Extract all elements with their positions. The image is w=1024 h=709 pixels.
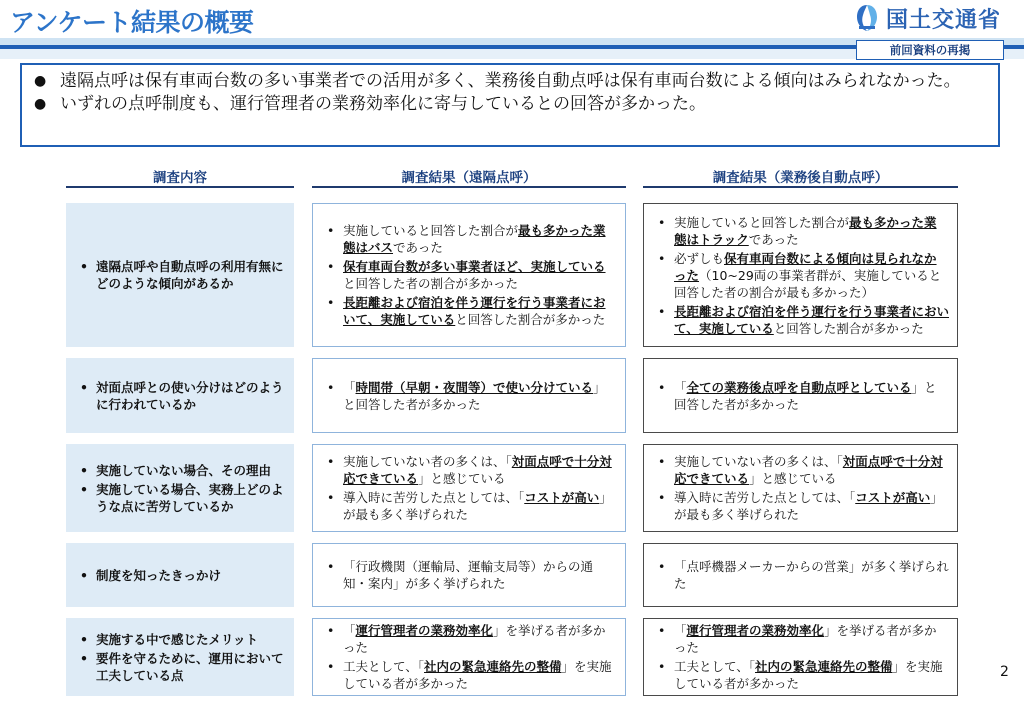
remote-result-cell <box>312 203 626 347</box>
list-item-text: 対面点呼との使い分けはどのように行われているか <box>96 379 284 412</box>
bullet-icon: • <box>658 379 666 395</box>
bullet-list <box>74 460 288 517</box>
text-segment: 」と感じている <box>418 471 506 486</box>
survey-item-cell <box>66 203 294 347</box>
list-item <box>321 622 617 656</box>
text-segment: 実施していない者の多くは、「 <box>674 454 843 469</box>
text-segment: 「行政機関（運輸局、運輸支局等）からの通知・案内」が多く挙げられた <box>343 559 594 591</box>
text-segment: 」と回答した者が多かった <box>674 379 937 412</box>
bullet-icon: • <box>327 259 335 274</box>
list-item-text: 要件を守るために、運用において工夫している点 <box>96 650 284 683</box>
bullet-list <box>652 620 949 694</box>
text-segment: 」が最も多く挙げられた <box>674 490 943 522</box>
list-item <box>321 658 617 692</box>
list-item <box>321 258 617 292</box>
list-item <box>74 631 288 648</box>
list-item-text <box>343 222 617 256</box>
bullet-list <box>74 377 288 415</box>
text-segment: 「 <box>343 379 356 395</box>
bullet-icon: • <box>327 295 335 310</box>
bullet-icon: • <box>658 303 666 319</box>
text-segment: 「 <box>343 623 356 638</box>
list-item <box>74 481 288 515</box>
list-item-text <box>343 658 617 692</box>
column-header-auto-rollcall: 調査結果（業務後自動点呼） <box>643 166 958 188</box>
summary-box <box>20 63 1000 147</box>
remote-result-cell <box>312 618 626 696</box>
bullet-icon: • <box>658 490 666 505</box>
list-item <box>321 489 617 523</box>
survey-item-cell <box>66 618 294 696</box>
emphasis-text: 保有車両台数が多い事業者ほど、実施している <box>343 259 606 274</box>
bullet-icon: • <box>658 250 666 266</box>
bullet-icon: • <box>327 379 335 395</box>
bullet-icon: • <box>658 559 666 574</box>
bullet-list <box>652 212 949 339</box>
list-item-text: 遠隔点呼や自動点呼の利用有無にどのような傾向があるか <box>96 259 284 291</box>
auto-result-cell <box>643 358 958 433</box>
remote-result-cell <box>312 543 626 607</box>
list-item <box>74 567 288 584</box>
text-segment: 」と回答した者が多かった <box>343 379 606 412</box>
text-segment: と回答した割合が多かった <box>773 320 924 336</box>
summary-line <box>34 70 986 93</box>
text-segment: 導入時に苦労した点としては、「 <box>674 490 856 505</box>
auto-result-cell <box>643 444 958 532</box>
bullet-icon: • <box>80 259 88 274</box>
list-item-text <box>343 379 617 413</box>
list-item <box>652 558 949 592</box>
emphasis-text: 対面点呼で十分対応できている <box>674 454 943 486</box>
remote-result-cell <box>312 358 626 433</box>
list-item <box>74 650 288 684</box>
list-item <box>652 303 949 337</box>
emphasis-text: 保有車両台数による傾向は見られなかった <box>674 250 937 283</box>
emphasis-text: 社内の緊急連絡先の整備 <box>755 659 893 674</box>
summary-text: いずれの点呼制度も、運行管理者の業務効率化に寄与しているとの回答が多かった。 <box>60 94 706 114</box>
text-segment: 」を挙げる者が多かった <box>674 623 937 655</box>
list-item <box>321 294 617 328</box>
list-item <box>652 214 949 248</box>
text-segment: 工夫として、「 <box>343 659 425 674</box>
bullet-icon: • <box>658 214 666 230</box>
bullet-icon: • <box>327 623 335 638</box>
emphasis-text: 全ての業務後点呼を自動点呼としている <box>686 379 912 395</box>
text-segment: 必ずしも <box>674 250 725 266</box>
emphasis-text: 運行管理者の業務効率化 <box>686 623 825 638</box>
list-item-text: 実施していない場合、その理由 <box>96 462 272 478</box>
bullet-list <box>321 220 617 330</box>
text-segment: と回答した割合が多かった <box>455 312 606 327</box>
bullet-icon: • <box>80 462 88 478</box>
list-item-text <box>674 658 949 692</box>
ministry-logo-icon <box>856 4 878 32</box>
list-item-text: 実施する中で感じたメリット <box>96 631 259 647</box>
list-item-text <box>343 258 617 292</box>
list-item <box>321 379 617 413</box>
bullet-icon: • <box>80 650 88 666</box>
summary-text: 遠隔点呼は保有車両台数の多い事業者での活用が多く、業務後自動点呼は保有車両台数による傾向はみられなかった。 <box>60 71 961 91</box>
bullet-icon: • <box>80 567 88 583</box>
list-item <box>652 489 949 523</box>
list-item-text <box>674 250 949 301</box>
list-item-text <box>343 453 617 487</box>
page-title: アンケート結果の概要 <box>10 8 254 37</box>
text-segment: 」を実施している者が多かった <box>343 659 612 691</box>
emphasis-text: 長距離および宿泊を伴う運行を行う事業者において、実施している <box>674 303 950 336</box>
emphasis-text: 社内の緊急連絡先の整備 <box>424 659 562 674</box>
bullet-list <box>652 451 949 525</box>
text-segment: 「 <box>674 623 687 638</box>
bullet-list <box>321 451 617 525</box>
emphasis-text: コストが高い <box>524 490 600 505</box>
list-item-text: 制度を知ったきっかけ <box>96 567 222 583</box>
bullet-icon: • <box>658 659 666 674</box>
list-item-text: 実施している場合、実務上どのような点に苦労しているか <box>96 481 284 514</box>
text-segment: 」を挙げる者が多かった <box>343 623 606 655</box>
column-header-survey-item: 調査内容 <box>66 166 294 188</box>
bullet-list <box>321 620 617 694</box>
list-item-text <box>674 622 949 656</box>
list-item <box>321 453 617 487</box>
emphasis-text: 長距離および宿泊を伴う運行を行う事業者において、実施している <box>343 295 606 327</box>
emphasis-text: 対面点呼で十分対応できている <box>343 454 612 486</box>
bullet-list <box>74 256 288 294</box>
list-item <box>74 462 288 479</box>
text-segment: 導入時に苦労した点としては、「 <box>343 490 525 505</box>
list-item-text <box>674 489 949 523</box>
list-item-text <box>674 379 949 413</box>
list-item <box>652 622 949 656</box>
summary-line <box>34 93 986 116</box>
ministry-logo-text: 国土交通省 <box>886 7 1002 33</box>
text-segment: 「点呼機器メーカーからの営業」が多く挙げられた <box>674 559 949 591</box>
bullet-icon: • <box>327 659 335 674</box>
page-number: 2 <box>1000 664 1009 680</box>
survey-item-cell <box>66 358 294 433</box>
list-item <box>321 558 617 592</box>
bullet-icon: • <box>658 623 666 638</box>
list-item-text <box>674 303 949 337</box>
bullet-list <box>652 556 949 594</box>
list-item <box>74 258 288 292</box>
emphasis-text: 時間帯（早朝・夜間等）で使い分けている <box>355 379 594 395</box>
text-segment: であった <box>748 231 799 247</box>
emphasis-text: 最も多かった業態はバス <box>343 223 606 255</box>
emphasis-text: 運行管理者の業務効率化 <box>355 623 494 638</box>
text-segment: 」が最も多く挙げられた <box>343 490 612 522</box>
bullet-icon: • <box>327 559 335 574</box>
remote-result-cell <box>312 444 626 532</box>
text-segment: と回答した者の割合が多かった <box>343 276 519 291</box>
list-item <box>652 658 949 692</box>
bullet-list <box>321 377 617 415</box>
bullet-list <box>652 377 949 415</box>
bullet-icon: • <box>327 490 335 505</box>
bullet-icon: • <box>80 379 88 395</box>
bullet-list <box>74 629 288 686</box>
bullet-icon: • <box>80 481 88 497</box>
list-item-text <box>343 489 617 523</box>
text-segment: 」と感じている <box>749 471 837 486</box>
column-header-remote-rollcall: 調査結果（遠隔点呼） <box>312 166 626 188</box>
text-segment: 実施していると回答した割合が <box>343 223 519 238</box>
text-segment: 「 <box>674 379 687 395</box>
survey-item-cell <box>66 444 294 532</box>
bullet-icon: • <box>327 454 335 469</box>
text-segment: であった <box>393 240 443 255</box>
list-item <box>652 453 949 487</box>
emphasis-text: 最も多かった業態はトラック <box>674 214 937 247</box>
bullet-icon: ● <box>34 73 47 89</box>
text-segment: 実施していない者の多くは、「 <box>343 454 512 469</box>
bullet-icon: ● <box>34 96 47 112</box>
ministry-logo <box>856 2 1001 34</box>
emphasis-text: コストが高い <box>855 490 931 505</box>
auto-result-cell <box>643 203 958 347</box>
survey-item-cell <box>66 543 294 607</box>
text-segment: （10~29両の事業者群が、実施していると回答した者の割合が最も多かった） <box>674 267 942 300</box>
bullet-list <box>321 556 617 594</box>
list-item-text <box>674 214 949 248</box>
list-item <box>652 379 949 413</box>
list-item-text <box>343 558 617 592</box>
auto-result-cell <box>643 543 958 607</box>
list-item <box>652 250 949 301</box>
list-item-text <box>343 294 617 328</box>
reposted-badge: 前回資料の再掲 <box>856 40 1004 60</box>
bullet-list <box>74 565 288 586</box>
text-segment: 」を実施している者が多かった <box>674 659 943 691</box>
list-item-text <box>674 453 949 487</box>
bullet-icon: • <box>80 631 88 647</box>
bullet-icon: • <box>327 223 335 238</box>
auto-result-cell <box>643 618 958 696</box>
list-item <box>74 379 288 413</box>
text-segment: 工夫として、「 <box>674 659 756 674</box>
list-item <box>321 222 617 256</box>
list-item-text <box>343 622 617 656</box>
list-item-text <box>674 558 949 592</box>
bullet-icon: • <box>658 454 666 469</box>
text-segment: 実施していると回答した割合が <box>674 214 850 230</box>
